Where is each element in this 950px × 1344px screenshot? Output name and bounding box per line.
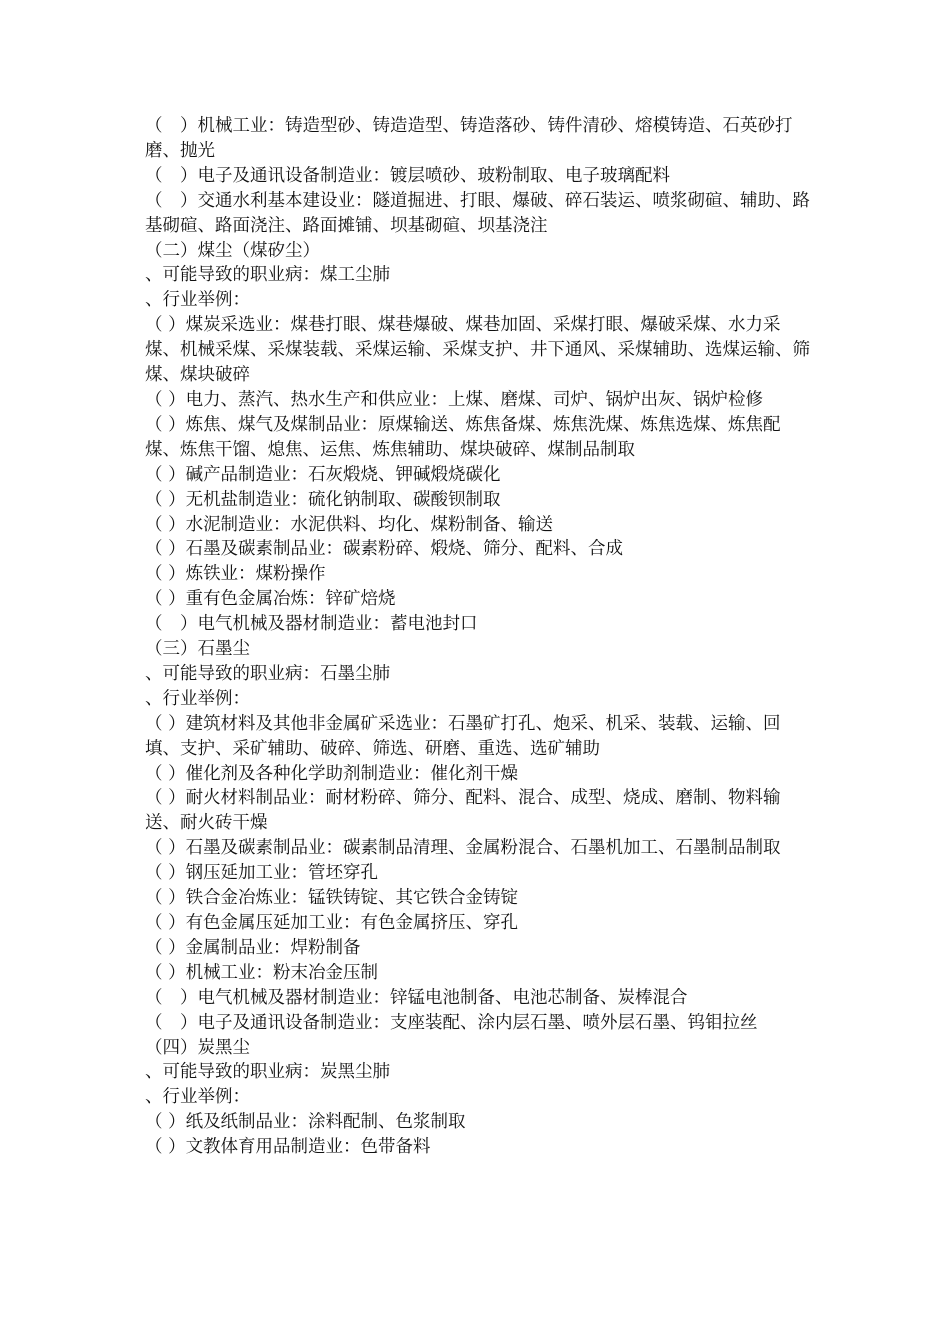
paragraph-nonferrous-rolling: （ ）有色金属压延加工业：有色金属挤压、穿孔 [145, 913, 519, 933]
paragraph-metal-products: （ ）金属制品业：焊粉制备 [145, 937, 361, 958]
paragraph-machinery-silica: （ ）机械工业：铸造型砂、铸造造型、铸造落砂、铸件清砂、熔模铸造、石英砂打磨、抛光 [145, 116, 793, 161]
paragraph-heavy-metal-smelting: （ ）重有色金属冶炼：锌矿焙烧 [145, 589, 396, 610]
industry-examples-label: 、行业举例： [145, 290, 250, 311]
paragraph-graphite-carbon-coal: （ ）石墨及碳素制品业：碳素粉碎、煅烧、筛分、配料、合成 [145, 539, 624, 560]
paragraph-paper-products: （ ）纸及纸制品业：涂料配制、色浆制取 [145, 1112, 466, 1133]
paragraph-electronics-graphite: （ ）电子及通讯设备制造业：支座装配、涂内层石墨、喷外层石墨、钨钼拉丝 [145, 1012, 758, 1033]
paragraph-steel-rolling: （ ）钢压延加工业：管坯穿孔 [145, 863, 379, 884]
paragraph-coal-mining: （ ）煤炭采选业：煤巷打眼、煤巷爆破、煤巷加固、采煤打眼、爆破采煤、水力采煤、机械采煤、采煤装载、采煤运输、采煤支护、井下通风、采煤辅助、选煤运输、筛煤、煤块破碎 [145, 315, 810, 386]
paragraph-power-supply: （ ）电力、蒸汽、热水生产和供应业：上煤、磨煤、司炉、锅炉出灰、锅炉检修 [145, 389, 764, 410]
industry-examples-label: 、行业举例： [145, 1087, 250, 1108]
paragraph-ironmaking: （ ）炼铁业：煤粉操作 [145, 564, 326, 585]
paragraph-alkali: （ ）碱产品制造业：石灰煅烧、钾碱煅烧碳化 [145, 464, 501, 485]
paragraph-ferroalloy: （ ）铁合金冶炼业：锰铁铸锭、其它铁合金铸锭 [145, 888, 519, 909]
paragraph-electrical-machinery-coal: （ ）电气机械及器材制造业：蓄电池封口 [145, 614, 478, 635]
occupational-disease-graphite: 、可能导致的职业病：石墨尘肺 [145, 663, 390, 684]
paragraph-construction-silica: （ ）交通水利基本建设业：隧道掘进、打眼、爆破、碎石装运、喷浆砌碹、辅助、路基砌碹、路面浇注、路面摊铺、坝基砌碹、坝基浇注 [145, 190, 810, 236]
industry-examples-label: 、行业举例： [145, 688, 250, 709]
occupational-disease-coal: 、可能导致的职业病：煤工尘肺 [145, 265, 390, 286]
paragraph-electrical-machinery-graphite: （ ）电气机械及器材制造业：锌锰电池制备、电池芯制备、炭棒混合 [145, 987, 688, 1008]
occupational-disease-carbon-black: 、可能导致的职业病：炭黑尘肺 [145, 1062, 390, 1083]
paragraph-cement: （ ）水泥制造业：水泥供料、均化、煤粉制备、输送 [145, 514, 554, 535]
paragraph-graphite-carbon-products: （ ）石墨及碳素制品业：碳素制品清理、金属粉混合、石墨机加工、石墨制品制取 [145, 838, 781, 859]
paragraph-machinery-graphite: （ ）机械工业：粉末冶金压制 [145, 962, 379, 983]
paragraph-catalyst: （ ）催化剂及各种化学助剂制造业：催化剂干燥 [145, 763, 519, 784]
paragraph-electronics-silica: （ ）电子及通讯设备制造业：镀层喷砂、玻粉制取、电子玻璃配料 [145, 165, 670, 186]
document-page [145, 114, 813, 1160]
section-heading-carbon-black-dust: （四）炭黑尘 [145, 1037, 250, 1058]
section-heading-coal-dust: （二）煤尘（煤矽尘） [145, 240, 320, 261]
paragraph-nonmetal-mining: （ ）建筑材料及其他非金属矿采选业：石墨矿打孔、炮采、机采、装载、运输、回填、支护、采矿辅助、破碎、筛选、研磨、重选、选矿辅助 [145, 713, 781, 759]
section-heading-graphite-dust: （三）石墨尘 [145, 639, 250, 660]
paragraph-stationery-sports: （ ）文教体育用品制造业：色带备料 [145, 1137, 431, 1158]
paragraph-coking: （ ）炼焦、煤气及煤制品业：原煤输送、炼焦备煤、炼焦洗煤、炼焦选煤、炼焦配煤、炼焦干馏、熄焦、运焦、炼焦辅助、煤块破碎、煤制品制取 [145, 414, 781, 460]
paragraph-refractory: （ ）耐火材料制品业：耐材粉碎、筛分、配料、混合、成型、烧成、磨制、物料输送、耐火砖干燥 [145, 788, 781, 834]
paragraph-inorganic-salt: （ ）无机盐制造业：硫化钠制取、碳酸钡制取 [145, 489, 501, 510]
